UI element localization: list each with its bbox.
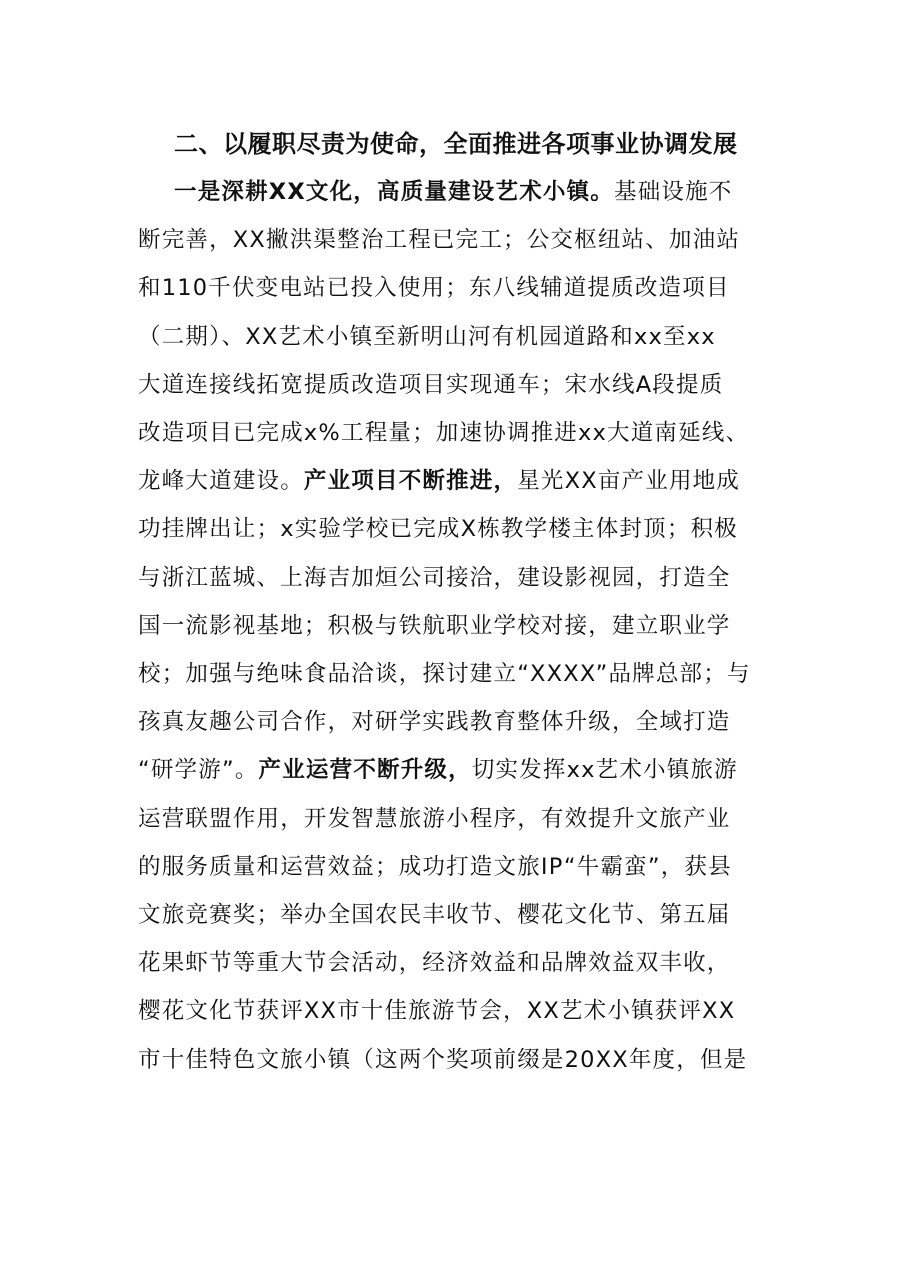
paragraph-line: [138, 750, 738, 790]
bold-lead-text: 一是深耕XX文化，高质量建设艺术小镇。: [174, 179, 614, 205]
line-text: 市十佳特色文旅小镇（这两个奖项前缀是20XX年度，但是: [138, 1046, 748, 1073]
paragraph-line: [138, 317, 716, 357]
line-text: 的服务质量和运营效益；成功打造文旅IP“牛霸蛮”，获县: [138, 853, 732, 880]
line-text: 基础设施不: [614, 179, 733, 205]
section-heading: 二、以履职尽责为使命，全面推进各项事业协调发展: [174, 130, 738, 158]
paragraph-line: [138, 847, 732, 887]
line-text: 花果虾节等重大节会活动，经济效益和品牌效益双丰收，: [138, 950, 731, 977]
line-text: 龙峰大道建设。: [138, 468, 304, 495]
line-text: 星光XX亩产业用地成: [517, 468, 741, 495]
line-text: “研学游”。: [138, 757, 259, 784]
line-text: 樱花文化节获评XX市十佳旅游节会，XX艺术小镇获评XX: [138, 998, 736, 1025]
line-text: 改造项目已完成x%工程量；加速协调推进xx大道南延线、: [138, 420, 750, 446]
paragraph-line: [138, 943, 731, 983]
line-text: 和110千伏变电站已投入使用；东八线辅道提质改造项目: [138, 275, 730, 302]
paragraph-line: [138, 654, 751, 694]
paragraph-line: [138, 558, 731, 598]
paragraph-line: [138, 702, 731, 742]
paragraph-line: [138, 606, 731, 646]
line-text: 校；加强与绝味食品洽谈，探讨建立“XXXX”品牌总部；与: [138, 661, 751, 687]
paragraph-line: [138, 799, 731, 839]
bold-lead-text: 产业运营不断升级，: [258, 757, 472, 784]
paragraph-line: [138, 991, 735, 1031]
line-text: 大道连接线拓宽提质改造项目实现通车；宋水线A段提质: [138, 371, 724, 398]
line-text: 功挂牌出让；x实验学校已完成X栋教学楼主体封顶；积极: [138, 516, 738, 543]
line-text: 断完善，XX撇洪渠整治工程已完工；公交枢纽站、加油站: [138, 227, 741, 254]
paragraph-line: [138, 509, 738, 549]
paragraph-line: [138, 365, 723, 405]
line-text: 孩真友趣公司合作，对研学实践教育整体升级，全域打造: [138, 709, 731, 736]
paragraph-line: [138, 461, 740, 501]
paragraph-line: [138, 268, 730, 308]
paragraph-line: [138, 1040, 747, 1080]
line-text: 运营联盟作用，开发智慧旅游小程序，有效提升文旅产业: [138, 805, 731, 832]
line-text: 文旅竞赛奖；举办全国农民丰收节、樱花文化节、第五届: [138, 902, 731, 928]
line-text: 与浙江蓝城、上海吉加烜公司接洽，建设影视园，打造全: [138, 564, 731, 591]
bold-lead-text: 产业项目不断推进，: [303, 468, 518, 495]
line-text: 国一流影视基地；积极与铁航职业学校对接，建立职业学: [138, 612, 731, 639]
paragraph-line: [138, 413, 749, 453]
paragraph-line: [138, 895, 731, 935]
paragraph-line: [138, 220, 740, 260]
paragraph-line: [174, 172, 733, 212]
line-text: （二期）、XX艺术小镇至新明山河有机园道路和xx至xx: [138, 323, 716, 350]
line-text: 切实发挥xx艺术小镇旅游: [471, 757, 738, 784]
